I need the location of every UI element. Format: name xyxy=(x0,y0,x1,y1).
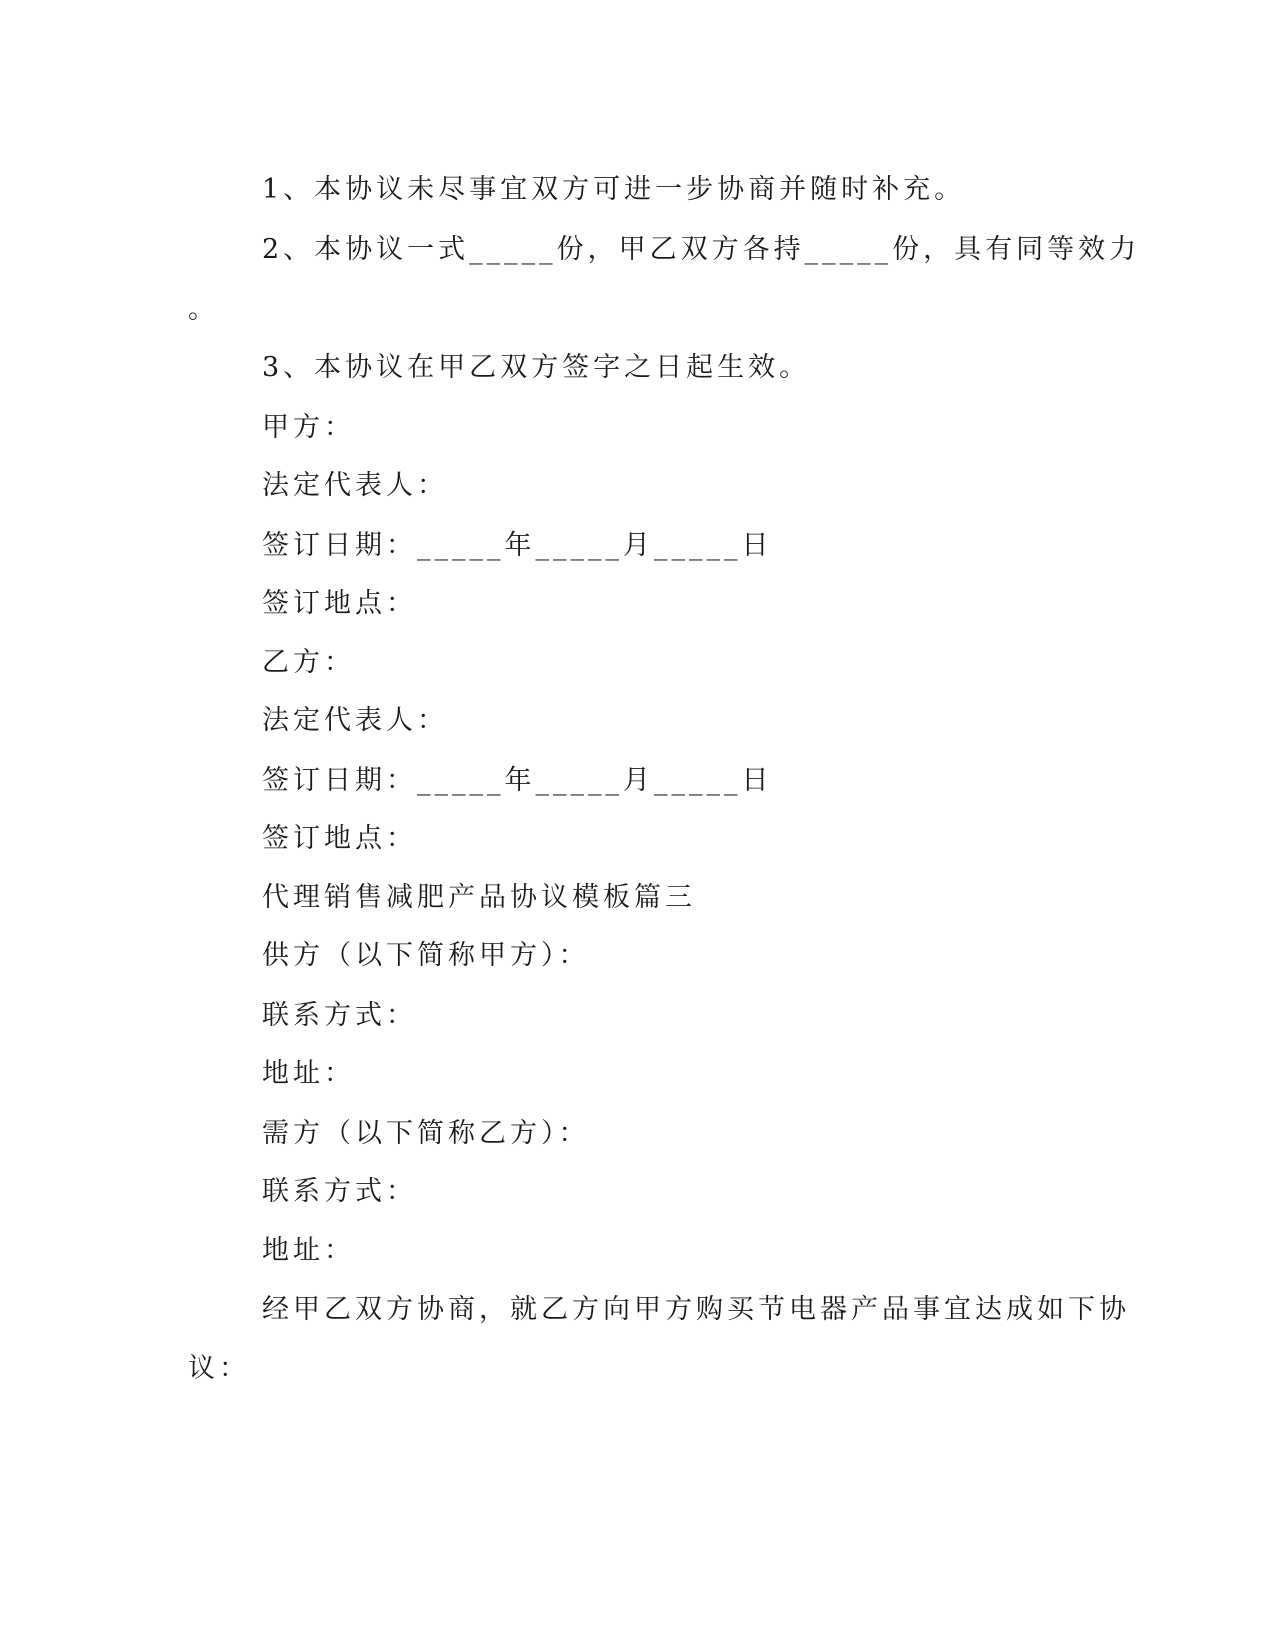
clause-2-continuation: 。 xyxy=(188,294,219,325)
party-a-representative: 法定代表人： xyxy=(262,470,448,501)
party-a-label: 甲方： xyxy=(262,412,355,443)
party-b-sign-place: 签订地点： xyxy=(262,823,417,854)
clause-2: 2、本协议一式_____份，甲乙双方各持_____份，具有同等效力 xyxy=(262,234,1141,265)
party-b-representative: 法定代表人： xyxy=(262,705,448,736)
section-heading: 代理销售减肥产品协议模板篇三 xyxy=(262,882,696,913)
agreement-intro-continuation: 议： xyxy=(188,1353,250,1384)
buyer-contact: 联系方式： xyxy=(262,1176,417,1207)
supplier-label: 供方（以下简称甲方）： xyxy=(262,940,590,971)
clause-3: 3、本协议在甲乙双方签字之日起生效。 xyxy=(262,352,811,383)
buyer-address: 地址： xyxy=(262,1235,355,1266)
party-a-sign-date: 签订日期：_____年_____月_____日 xyxy=(262,530,773,561)
party-a-sign-place: 签订地点： xyxy=(262,588,417,619)
clause-1: 1、本协议未尽事宜双方可进一步协商并随时补充。 xyxy=(262,174,966,205)
agreement-intro: 经甲乙双方协商，就乙方向甲方购买节电器产品事宜达成如下协 xyxy=(262,1294,1130,1325)
buyer-label: 需方（以下简称乙方）： xyxy=(262,1118,590,1149)
supplier-address: 地址： xyxy=(262,1058,355,1089)
party-b-sign-date: 签订日期：_____年_____月_____日 xyxy=(262,765,773,796)
supplier-contact: 联系方式： xyxy=(262,1000,417,1031)
party-b-label: 乙方： xyxy=(262,647,355,678)
